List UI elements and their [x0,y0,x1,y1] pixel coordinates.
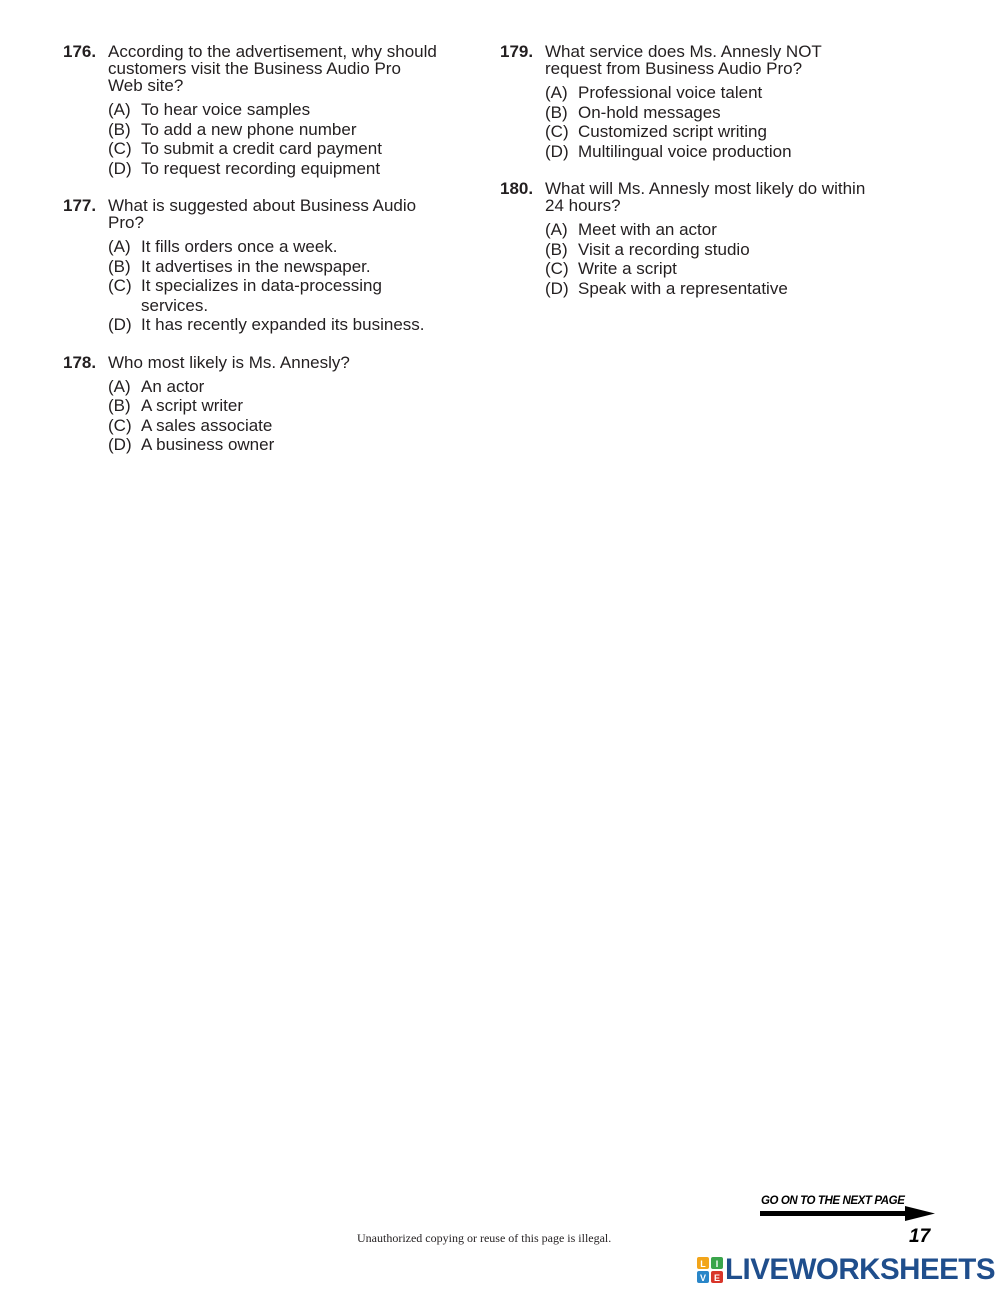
question-text: What service does Ms. Annesly NOT request from Business Audio Pro? [545,42,822,78]
answer-option-text: Professional voice talent [578,83,763,102]
answer-option-letter: (C) [545,259,569,278]
svg-text:I: I [715,1259,719,1269]
answer-option-letter: (A) [545,83,568,102]
question-number: 177. [63,196,97,215]
answer-option-text: Speak with a representative [578,278,788,298]
answer-option-letter: (B) [108,256,131,276]
question-179 [500,43,920,161]
answer-option-text: It advertises in the newspaper. [141,256,371,276]
question-177 [63,197,483,335]
answer-option-text: To request recording equipment [141,158,381,178]
answer-option-text: A business owner [141,435,275,454]
answer-option [545,279,920,299]
answer-option-letter: (B) [108,396,131,415]
answer-option-letter: (D) [545,141,569,161]
question-number: 176. [63,42,97,61]
answer-option-letter: (C) [108,139,132,158]
answer-option-letter: (B) [108,119,131,139]
answer-option-text: Multilingual voice production [578,141,792,161]
answer-option-text: To add a new phone number [141,119,357,139]
answer-option-letter: (C) [108,276,132,295]
answer-option-letter: (C) [545,122,569,141]
answer-option-letter: (D) [108,158,132,178]
answer-option-text: Visit a recording studio [578,239,750,259]
answer-option [545,220,920,240]
answer-option-text: An actor [141,376,205,396]
answer-option-letter: (C) [108,415,132,435]
answer-option-text: It specializes in data-processing services. [141,276,382,315]
answer-option-letter: (D) [108,315,132,334]
right-question-column [500,43,920,317]
answer-option [108,377,483,397]
question-number: 178. [63,352,97,372]
answer-option [545,142,920,162]
answer-option [545,240,920,260]
go-next-page-indicator [760,1193,935,1223]
question-176 [63,43,483,178]
answer-option-letter: (D) [545,278,569,298]
answer-option [108,257,483,277]
answer-option-text: A sales associate [141,415,273,435]
liveworksheets-logo [697,1254,995,1286]
question-number: 179. [500,42,534,61]
answer-option [108,237,483,257]
answer-option-letter: (D) [108,435,132,454]
answer-option-letter: (B) [545,102,568,122]
question-text: According to the advertisement, why should customers visit the Business Audio Pro Web site? [108,42,437,95]
question-text: Who most likely is Ms. Annesly? [108,352,350,372]
answer-option-letter: (A) [108,100,131,119]
answer-option [108,100,483,120]
answer-option-text: Customized script writing [578,122,767,141]
liveworksheets-badge-icon [697,1257,723,1283]
answer-option-letter: (A) [108,237,131,256]
svg-text:L: L [700,1259,706,1269]
left-question-column [63,43,483,474]
answer-option-text: Write a script [578,259,677,278]
answer-option-letter: (B) [545,239,568,259]
question-number: 180. [500,179,534,198]
answer-option-text: To submit a credit card payment [141,139,382,158]
question-178 [63,354,483,455]
answer-option [545,83,920,103]
answer-option [108,435,483,455]
answer-option [108,416,483,436]
answer-option [545,103,920,123]
answer-option [108,159,483,179]
question-180 [500,180,920,298]
answer-option [108,120,483,140]
answer-option-text: To hear voice samples [141,100,311,119]
answer-option-text: Meet with an actor [578,220,717,239]
go-next-page-label: GO ON TO THE NEXT PAGE [761,1195,905,1207]
answer-option [108,315,483,335]
svg-text:V: V [699,1273,707,1283]
answer-option-text: On-hold messages [578,102,721,122]
page-number: 17 [909,1226,931,1247]
answer-option [108,139,483,159]
question-text: What will Ms. Annesly most likely do within 24 hours? [545,179,866,215]
answer-option [108,276,483,315]
answer-option-text: It has recently expanded its business. [141,315,425,334]
right-arrow-icon [760,1206,935,1222]
svg-text:E: E [713,1273,721,1283]
liveworksheets-wordmark: LIVEWORKSHEETS [725,1253,995,1286]
copyright-note: Unauthorized copying or reuse of this page is illegal. [357,1231,612,1245]
question-text: What is suggested about Business Audio Pro? [108,196,417,232]
answer-option-text: It fills orders once a week. [141,237,338,256]
answer-option-text: A script writer [141,396,244,415]
answer-option [545,122,920,142]
answer-option-letter: (A) [545,220,568,239]
answer-option [108,396,483,416]
answer-option [545,259,920,279]
answer-option-letter: (A) [108,376,131,396]
